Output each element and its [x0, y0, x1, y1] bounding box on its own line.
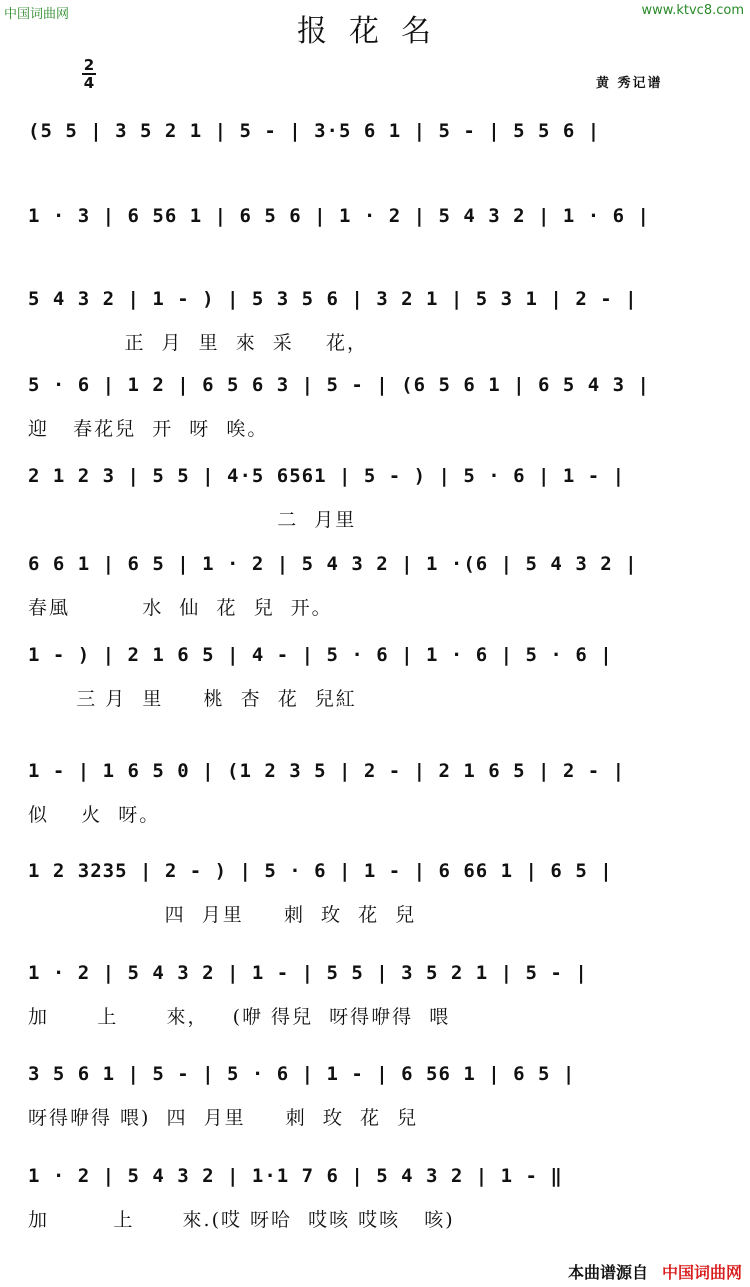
notation-line: 5 · 6 | 1 2 | 6 5 6 3 | 5 - | (6 5 6 1 | 6 5 4 3 | — [28, 374, 650, 396]
lyric-line: 迎 春花兒 开 呀 唉。 — [28, 418, 269, 440]
notation-line: (5 5 | 3 5 2 1 | 5 - | 3·5 6 1 | 5 - | 5 5 6 | — [28, 120, 601, 142]
author-credit: 黄 秀记谱 — [596, 76, 663, 91]
notation-line: 3 5 6 1 | 5 - | 5 · 6 | 1 - | 6 56 1 | 6 5 | — [28, 1063, 576, 1085]
lyric-line: 加 上 來.(哎 呀哈 哎咳 哎咳 咳) — [28, 1209, 455, 1231]
lyric-line: 四 月里 刺 玫 花 兒 — [28, 904, 417, 926]
watermark-right: www.ktvc8.com — [641, 3, 744, 18]
notation-line: 1 · 3 | 6 56 1 | 6 5 6 | 1 · 2 | 5 4 3 2 | 1 · 6 | — [28, 205, 650, 227]
footer-credit — [568, 1260, 742, 1283]
time-signature-bottom: 4 — [83, 74, 95, 92]
time-signature-top: 2 — [83, 56, 95, 74]
notation-line: 1 - ) | 2 1 6 5 | 4 - | 5 · 6 | 1 · 6 | 5 · 6 | — [28, 644, 613, 666]
lyric-line: 正 月 里 來 采 花， — [28, 332, 368, 354]
footer-site-link[interactable]: 中国词曲网 — [661, 1263, 742, 1282]
song-title: 报花名 — [297, 14, 453, 49]
lyric-line: 三 月 里 桃 杏 花 兒紅 — [28, 688, 357, 710]
notation-line: 6 6 1 | 6 5 | 1 · 2 | 5 4 3 2 | 1 ·(6 | 5 4 3 2 | — [28, 553, 638, 575]
lyric-line: 似 火 呀。 — [28, 804, 161, 826]
lyric-line: 呀得咿得 喂) 四 月里 刺 玫 花 兒 — [28, 1107, 419, 1129]
lyric-line: 二 月里 — [28, 509, 357, 531]
notation-line: 1 · 2 | 5 4 3 2 | 1 - | 5 5 | 3 5 2 1 | 5 - | — [28, 962, 588, 984]
watermark-left: 中国词曲网 — [4, 7, 70, 22]
notation-line: 5 4 3 2 | 1 - ) | 5 3 5 6 | 3 2 1 | 5 3 1 | 2 - | — [28, 288, 638, 310]
notation-line: 2 1 2 3 | 5 5 | 4·5 6561 | 5 - ) | 5 · 6 | 1 - | — [28, 465, 626, 487]
footer-source-text: 本曲谱源自 — [567, 1263, 648, 1282]
notation-line: 1 · 2 | 5 4 3 2 | 1·1 7 6 | 5 4 3 2 | 1 - ‖ — [28, 1165, 563, 1187]
notation-line: 1 - | 1 6 5 0 | (1 2 3 5 | 2 - | 2 1 6 5 | 2 - | — [28, 760, 626, 782]
notation-line: 1 2 3235 | 2 - ) | 5 · 6 | 1 - | 6 66 1 | 6 5 | — [28, 860, 613, 882]
lyric-line: 加 上 來， (咿 得兒 呀得咿得 喂 — [28, 1006, 451, 1028]
time-signature — [82, 58, 96, 90]
lyric-line: 春風 水 仙 花 兒 开。 — [28, 597, 333, 619]
